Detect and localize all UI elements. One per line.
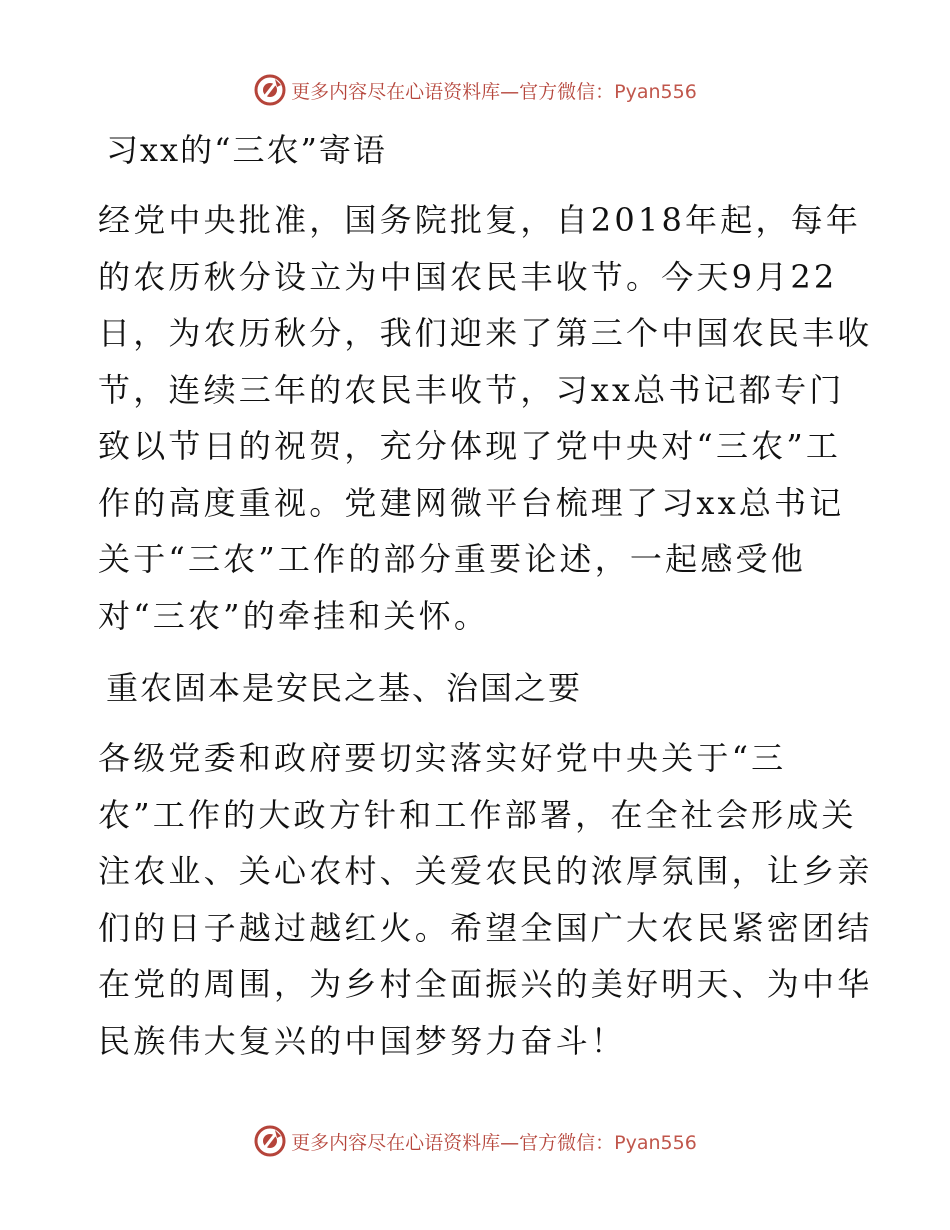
paragraph-line: 农”工作的大政方针和工作部署，在全社会形成关 (98, 795, 857, 834)
paragraph-2 (98, 730, 873, 1069)
paragraph-line: 节，连续三年的农民丰收节，习xx总书记都专门 (98, 370, 845, 409)
paragraph-line: 日，为农历秋分，我们迎来了第三个中国农民丰收 (98, 314, 873, 352)
paragraph-line: 各级党委和政府要切实落实好党中央关于“三 (98, 739, 787, 777)
paragraph-1 (98, 192, 873, 644)
paragraph-line: 注农业、关心农村、关爱农民的浓厚氛围，让乡亲 (98, 852, 873, 890)
paragraph-line: 经党中央批准，国务院批复，自2018年起，每年 (98, 201, 862, 239)
red-seal-logo-icon (253, 1124, 287, 1158)
banner-text (291, 77, 697, 104)
footer-banner (0, 1121, 950, 1161)
header-banner (0, 70, 950, 110)
document-body (98, 118, 873, 1085)
paragraph-line: 致以节日的祝贺，充分体现了党中央对“三农”工 (98, 427, 842, 465)
section-heading: 重农固本是安民之基、治国之要 (106, 669, 583, 707)
wechat-id: Pyan556 (614, 1131, 697, 1154)
page-title: 习xx的“三农”寄语 (106, 131, 387, 169)
paragraph-line: 对“三农”的牵挂和关怀。 (98, 596, 490, 635)
paragraph-line: 在党的周围，为乡村全面振兴的美好明天、为中华 (98, 965, 873, 1003)
paragraph-line: 作的高度重视。党建网微平台梳理了习xx总书记 (98, 483, 845, 522)
banner-label: 更多内容尽在心语资料库—官方微信： (291, 1131, 615, 1154)
paragraph-line: 的农历秋分设立为中国农民丰收节。今天9月22 (98, 257, 838, 296)
wechat-id: Pyan556 (614, 80, 697, 103)
paragraph-line: 们的日子越过越红火。希望全国广大农民紧密团结 (98, 908, 873, 947)
banner-label: 更多内容尽在心语资料库—官方微信： (291, 80, 615, 103)
paragraph-line: 民族伟大复兴的中国梦努力奋斗！ (98, 1021, 627, 1060)
banner-text (291, 1128, 697, 1155)
paragraph-line: 关于“三农”工作的部分重要论述，一起感受他 (98, 540, 806, 578)
red-seal-logo-icon (253, 73, 287, 107)
